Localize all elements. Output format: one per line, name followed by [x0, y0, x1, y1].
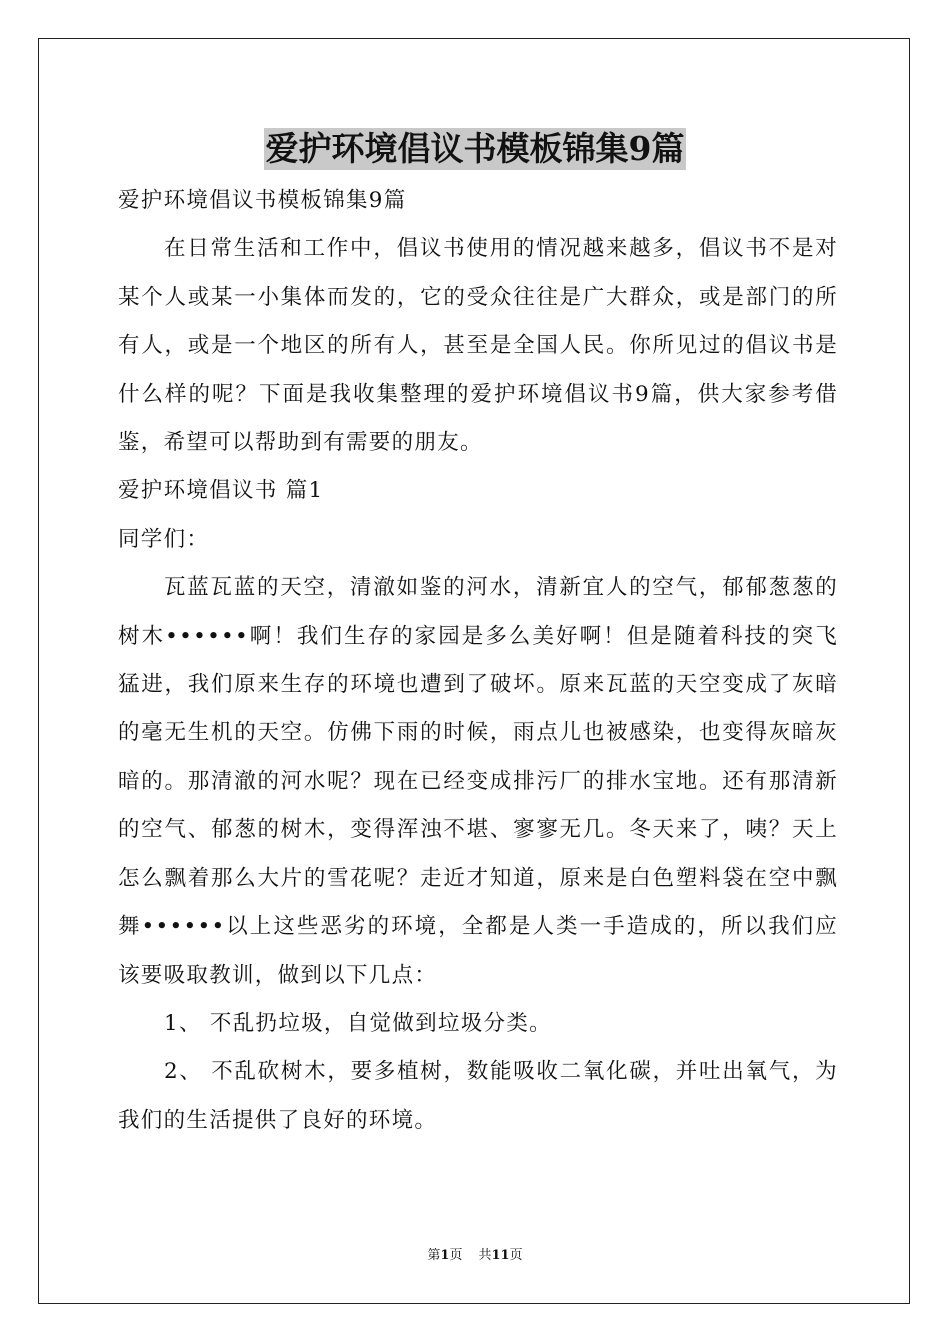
salutation: 同学们：: [118, 526, 210, 552]
page-suffix: 页: [449, 1248, 463, 1263]
total-prefix: 共: [478, 1248, 492, 1263]
document-title: 爱护环境倡议书模板锦集9篇: [265, 129, 685, 168]
page-number: 1: [440, 1248, 450, 1263]
document-body: [118, 177, 838, 1145]
list-item: 1、 不乱扔垃圾，自觉做到垃圾分类。: [164, 1010, 552, 1036]
total-suffix: 页: [509, 1248, 523, 1263]
section-heading: 爱护环境倡议书 篇1: [118, 478, 324, 504]
paragraph: 瓦蓝瓦蓝的天空，清澈如鉴的河水，清新宜人的空气，郁郁葱葱的树木••••••啊！我们生存的家园是多么美好啊！但是随着科技的突飞猛进，我们原来生存的环境也遭到了破坏。原来瓦蓝的天空变成了灰暗的毫无生机的天空。仿佛下雨的时候，雨点儿也被感染，也变得灰暗灰暗的。那清澈的河水呢？现在已经变成排污厂的排水宝地。还有那清新的空气、郁葱的树木，变得浑浊不堪、寥寥无几。冬天来了，咦？天上怎么飘着那么大片的雪花呢？走近才知道，原来是白色塑料袋在空中飘舞••••••以上这些恶劣的环境，全都是人类一手造成的，所以我们应该要吸取教训，做到以下几点：: [118, 575, 838, 988]
document-subtitle: 爱护环境倡议书模板锦集9篇: [118, 188, 407, 213]
list-item: 2、 不乱砍树木，要多植树，数能吸收二氧化碳，并吐出氧气，为我们的生活提供了良好的环境。: [118, 1059, 838, 1133]
paragraph: 在日常生活和工作中，倡议书使用的情况越来越多，倡议书不是对某个人或某一小集体而发的，它的受众往往是广大群众，或是部门的所有人，或是一个地区的所有人，甚至是全国人民。你所见过的倡议书是什么样的呢？下面是我收集整理的爱护环境倡议书9篇，供大家参考借鉴，希望可以帮助到有需要的朋友。: [118, 236, 838, 456]
page-prefix: 第: [427, 1248, 441, 1263]
title-container: [0, 128, 950, 170]
total-pages: 11: [491, 1248, 510, 1263]
page-footer: [0, 1248, 950, 1264]
